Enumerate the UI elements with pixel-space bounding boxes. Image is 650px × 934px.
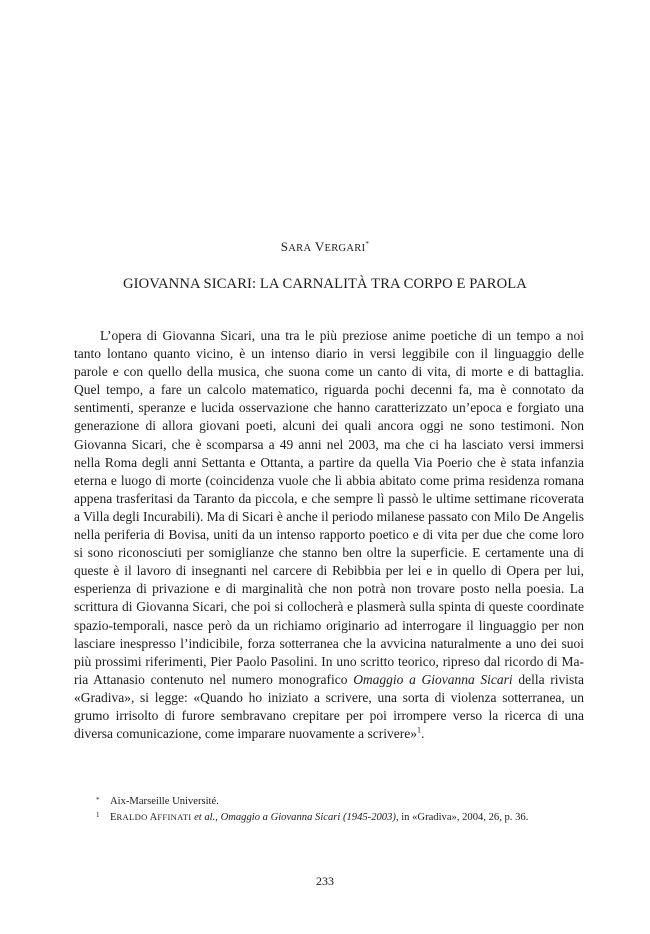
footnote-1: 1 ERALDO AFFINATI et al., Omaggio a Giovanna Sicari (1945-2003), in «Gradiva», 2004, 26, p. 36.: [96, 810, 529, 823]
body-paragraph: L’opera di Giovanna Sicari, una tra le più preziose anime poetiche di un tempo a noi tanto lontano quanto vicino, è un intenso diario in versi leggibile con il linguaggio delle parole e con quello della musica, che suona come un canto di vita, di morte e di battaglia. Quel tempo, a fare un calcolo matematico, riguarda pochi decenni fa, ma è connotato da sentimenti, speranze e lucida osservazione che hanno caratterizzato un’epoca e forgiato una generazione di allora giovani poeti, alcuni dei quali ancora oggi ne sono testimoni. Non Giovanna Sicari, che è scomparsa a 49 anni nel 2003, ma che ci ha lasciato versi immersi nella Roma degli anni Settanta e Ottanta, a partire da quella Via Poerio che è stata infanzia eterna e luogo di morte (coincidenza vuole che lì abbia abitato come prima residenza romana appena trasferitasi da Taranto da piccola, e che sempre lì passò le ultime settimane ricoverata a Villa degli Incurabili). Ma di Sicari è anche il periodo milanese passato con Milo De Angelis nella periferia di Bovisa, uniti da un intenso rapporto poetico e di vita per due che come loro si sono riconosciuti per somiglianze che stanno ben oltre la superficie. E certamente una di queste è il lavoro di insegnanti nel carcere di Rebibbia per lei e in quello di Opera per lui, esperienza di privazione e di marginalità che non potrà non trovare posto nella poesia. La scrittura di Giovanna Sicari, che poi si collocherà e plasmerà sulla spinta di queste coordinate spazio-temporali, nasce però da un richiamo originario ad interrogare il linguaggio per non lasciare inespresso l’indicibile, forza sotterranea che la avvicina naturalmente a uno dei suoi più prossimi riferimenti, Pier Paolo Pasolini. In uno scritto teorico, ripreso dal ricordo di Maria Attanasio contenuto nel numero monografico Omaggio a Giovanna Sicari della rivista «Gradiva», si legge: «Quando ho iniziato a scrivere, una sorta di violenza sotterranea, un grumo irrisolto di furore sembravano crepitare per poi irrompere verso la ricerca di una diversa comunicazione, come imparare nuovamente a scrivere»$^1$.: [74, 328, 584, 742]
footnote-author-affiliation: * Aix-Marseille Université.: [96, 796, 219, 807]
author-footnote-mark: *: [365, 239, 370, 248]
footnotes: [96, 795, 596, 825]
footnote-reference: 1: [416, 725, 421, 735]
article-body: [74, 327, 584, 743]
article-title: GIOVANNA SICARI: LA CARNALITÀ TRA CORPO E PAROLA: [123, 276, 527, 292]
author-name: SARA VERGARI*: [280, 239, 370, 254]
page-number: 233: [316, 874, 334, 888]
italic-journal-title: Omaggio a Giovanna Sicari: [353, 671, 513, 687]
